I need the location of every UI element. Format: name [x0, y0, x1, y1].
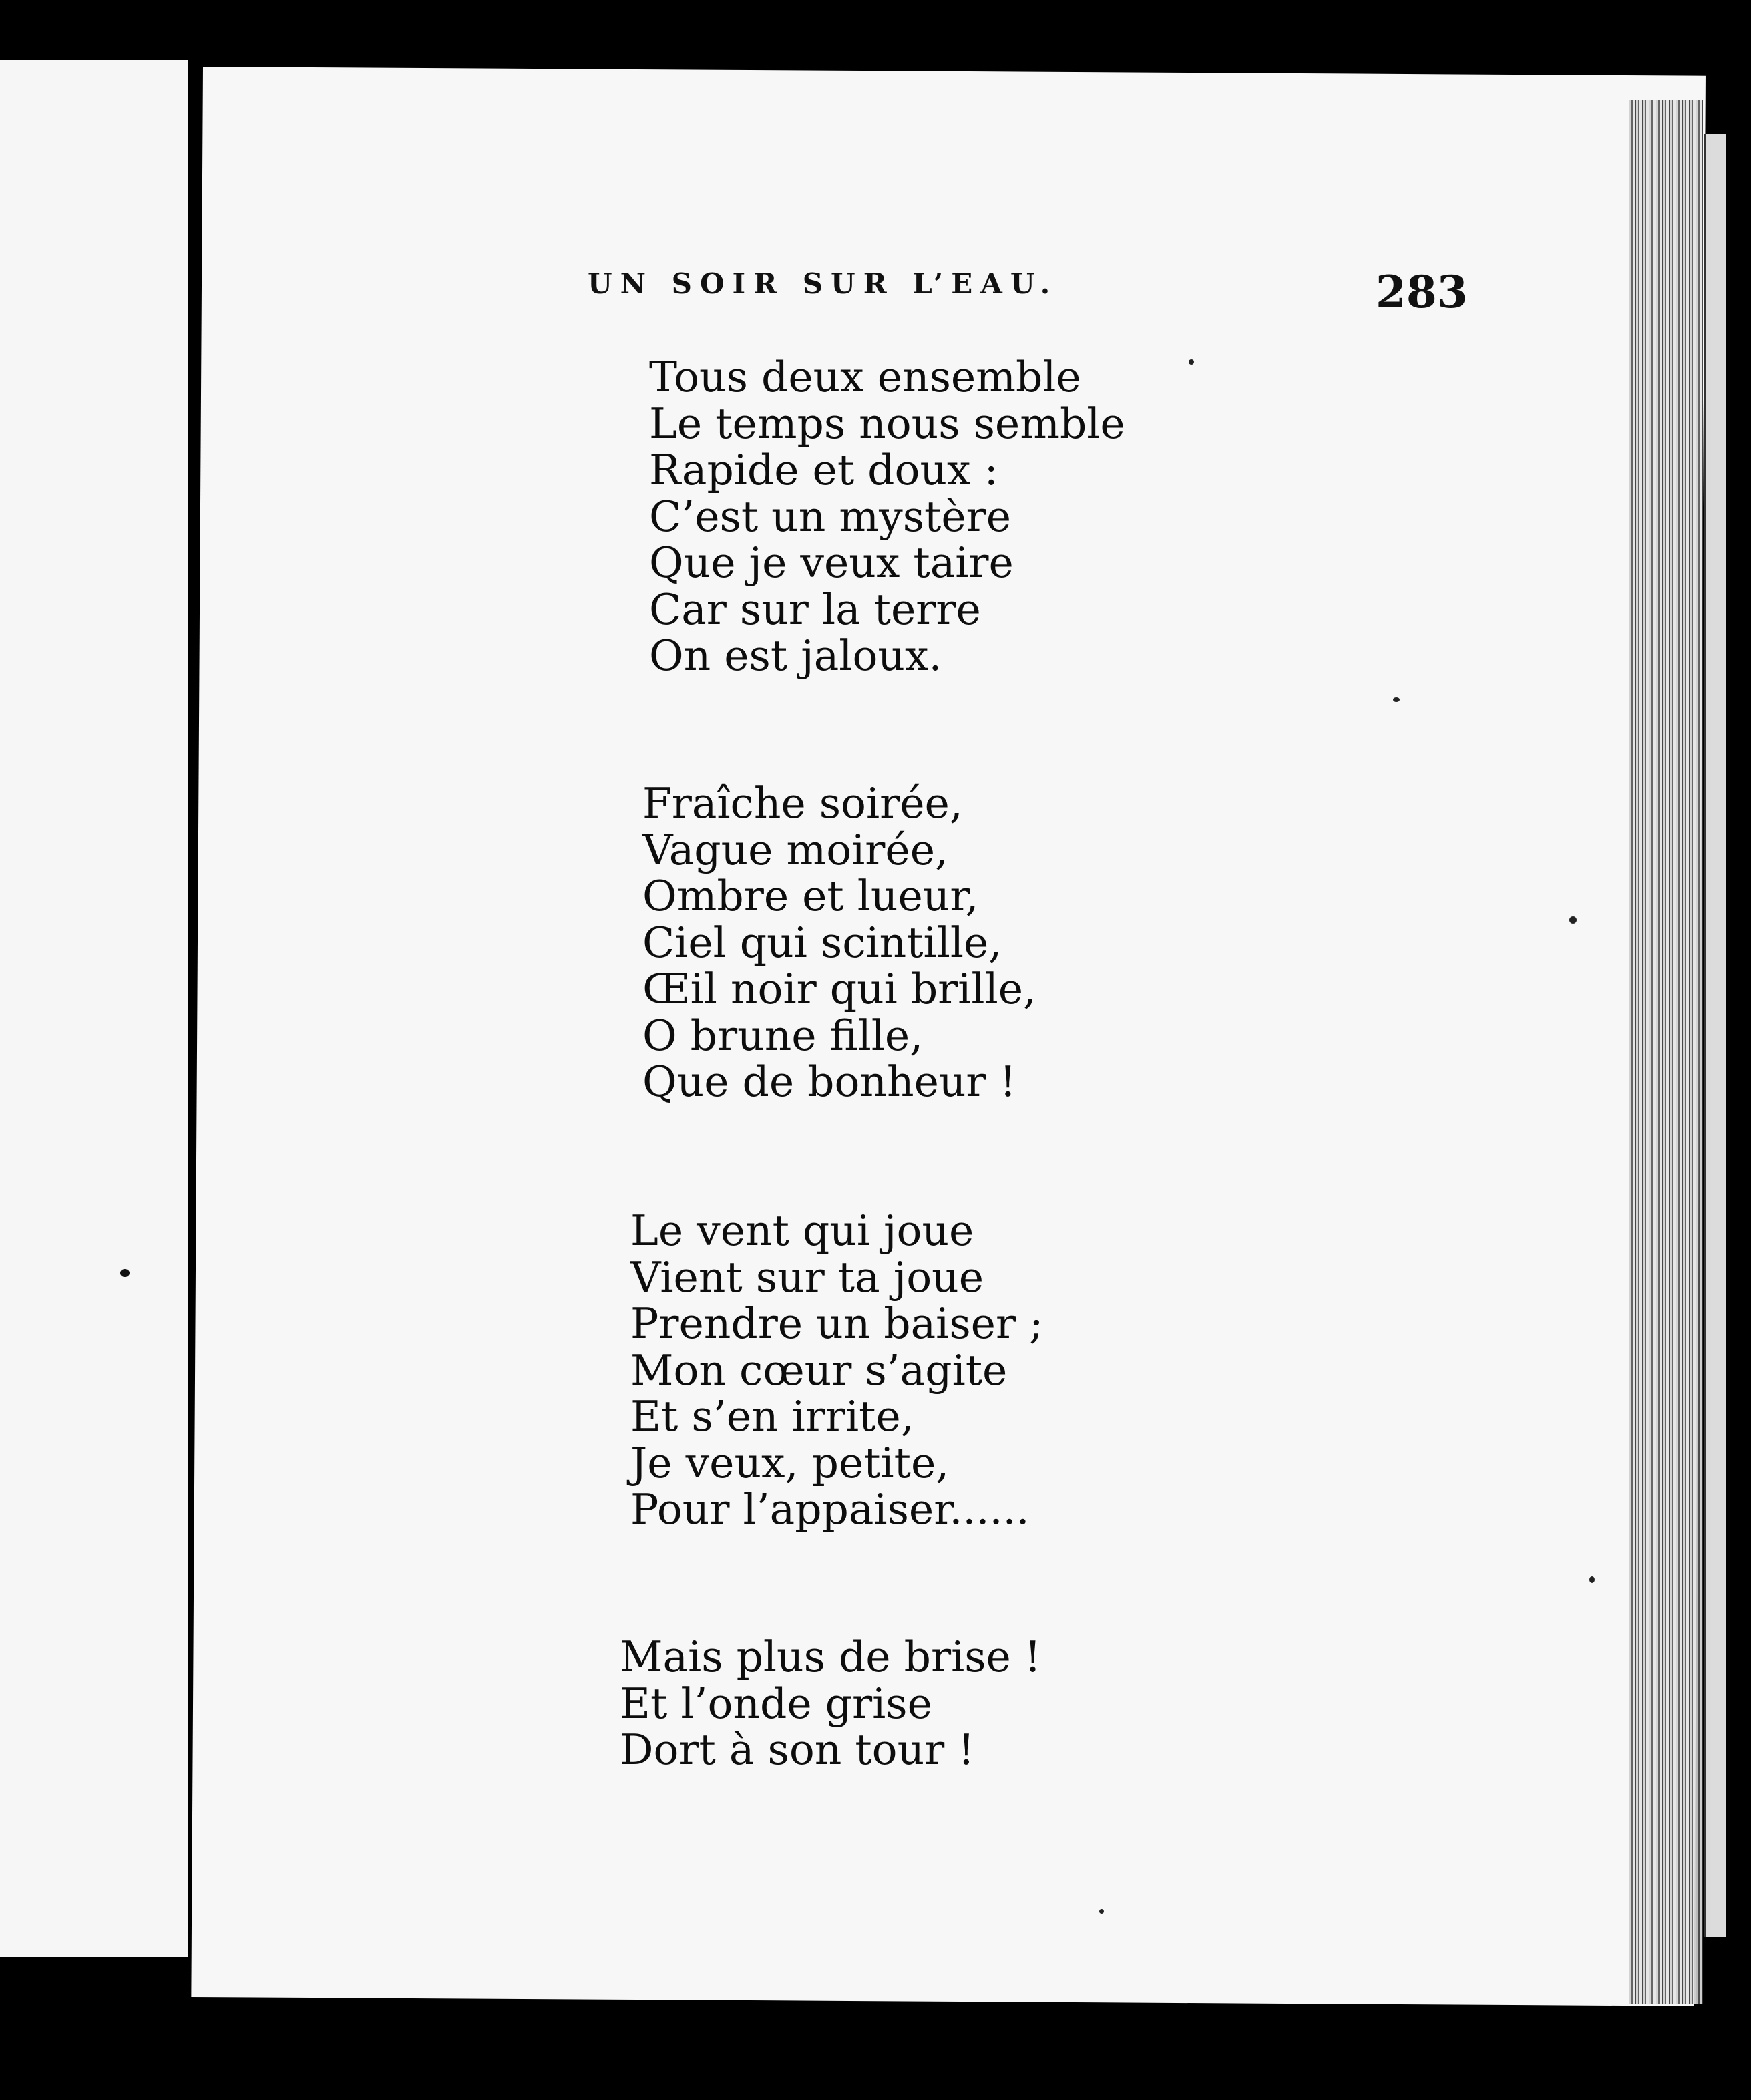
ink-speck: [120, 1269, 130, 1277]
verse-line: Que je veux taire: [649, 538, 1014, 587]
page-number: 283: [1376, 266, 1468, 318]
cover-edge: [1704, 134, 1726, 1937]
ink-speck: [1189, 359, 1194, 365]
verse-line: Pour l’appaiser......: [630, 1485, 1030, 1534]
verse-line: Et l’onde grise: [620, 1679, 932, 1728]
stanza-4: [620, 1634, 1041, 1773]
verse-line: Vient sur ta joue: [630, 1252, 984, 1302]
verse-line: Car sur la terre: [649, 584, 981, 634]
verse-line: Et s’en irrite,: [630, 1392, 914, 1441]
verse-line: Mon cœur s’agite: [630, 1345, 1008, 1395]
verse-line: Fraîche soirée,: [642, 779, 963, 828]
stanza-1: [649, 354, 1125, 679]
ink-speck: [1569, 916, 1577, 924]
ink-speck: [1099, 1909, 1104, 1914]
verse-line: On est jaloux.: [649, 631, 942, 680]
verse-line: Le temps nous semble: [649, 399, 1125, 448]
verse-line: Que de bonheur !: [642, 1057, 1016, 1106]
verse-line: Tous deux ensemble: [649, 353, 1081, 401]
verse-line: Ciel qui scintille,: [642, 918, 1002, 967]
stanza-2: [642, 780, 1036, 1105]
verse-line: Dort à son tour !: [620, 1725, 975, 1774]
verse-line: C’est un mystère: [649, 492, 1012, 541]
verse-line: Rapide et doux :: [649, 446, 998, 494]
verse-line: Le vent qui joue: [630, 1206, 974, 1255]
ink-speck: [1393, 697, 1400, 702]
page-edge-stack: [1629, 100, 1703, 2004]
verse-line: Œil noir qui brille,: [642, 965, 1037, 1013]
verse-line: Ombre et lueur,: [642, 872, 979, 920]
verse-line: Prendre un baiser ;: [630, 1299, 1044, 1348]
left-facing-page: [0, 60, 188, 1957]
verse-line: Mais plus de brise !: [620, 1632, 1042, 1681]
verse-line: Vague moirée,: [642, 825, 949, 874]
running-head: UN SOIR SUR L’EAU.: [588, 267, 1058, 300]
ink-speck: [1589, 1576, 1595, 1583]
verse-line: Je veux, petite,: [630, 1438, 950, 1487]
stanza-3: [630, 1208, 1043, 1533]
verse-line: O brune fille,: [642, 1011, 924, 1060]
